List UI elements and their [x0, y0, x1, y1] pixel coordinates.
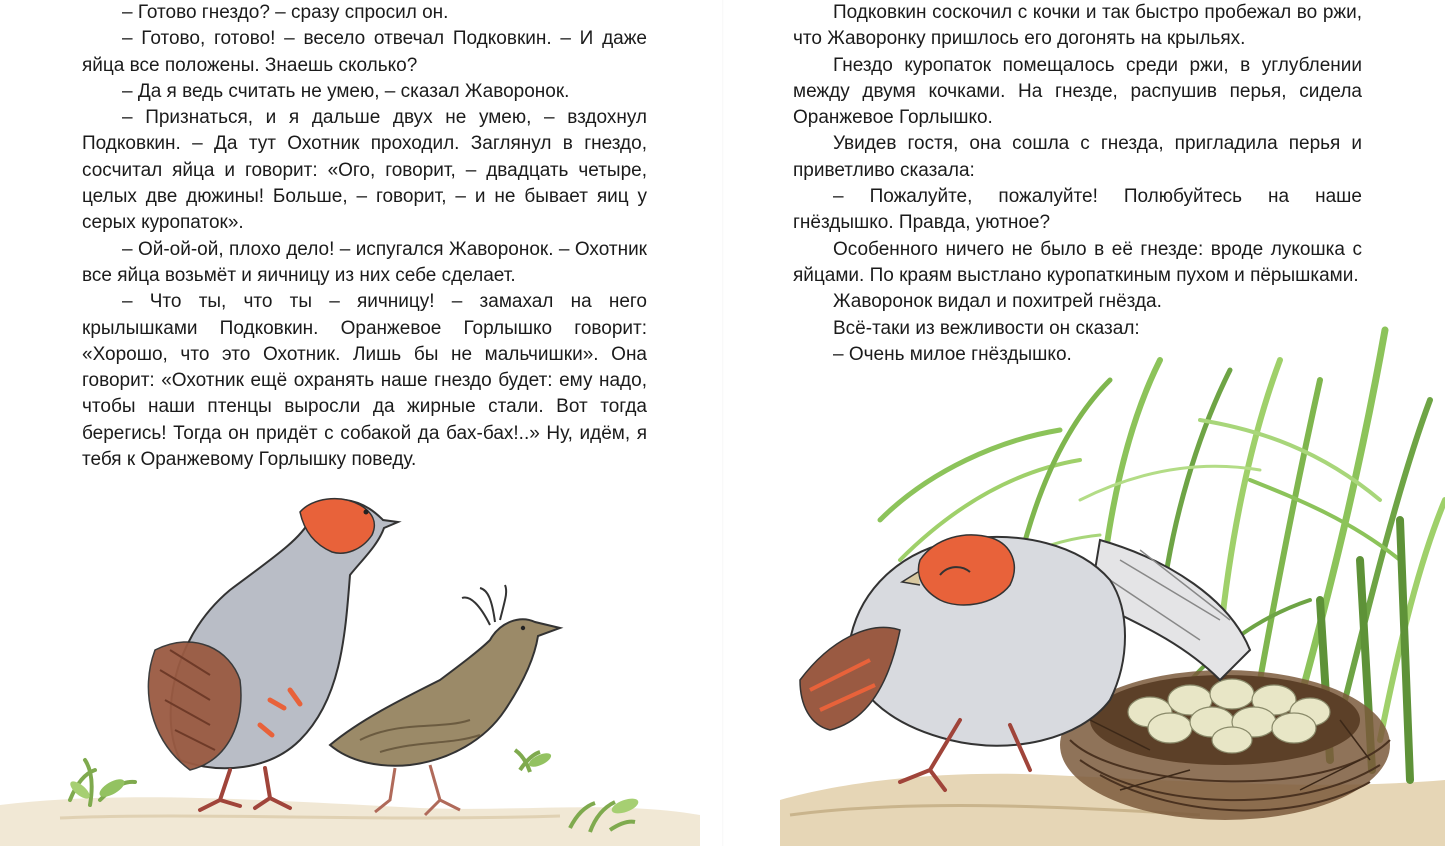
- right-page-text: [793, 0, 1362, 368]
- left-page-text: [82, 0, 647, 473]
- paragraph: – Готово, готово! – весело отвечал Подковкин. – И даже яйца все положены. Знаешь сколько?: [82, 28, 647, 76]
- paragraph: Всё-таки из вежливости он сказал:: [833, 317, 1140, 339]
- paragraph: – Пожалуйте, пожалуйте! Полюбуйтесь на наше гнёздышко. Правда, уютное?: [793, 186, 1362, 234]
- paragraph: Особенного ничего не было в её гнезде: вроде лукошка с яйцами. По краям выстлано куропаткиным пухом и пёрышками.: [793, 238, 1362, 286]
- paragraph: – Ой-ой-ой, плохо дело! – испугался Жаворонок. – Охотник все яйца возьмёт и яичницу из них себе сделает.: [82, 238, 647, 286]
- book-gutter: [722, 0, 724, 846]
- partridge-illustration: [148, 499, 398, 810]
- paragraph: – Очень милое гнёздышко.: [833, 343, 1072, 365]
- paragraph: – Признаться, и я дальше двух не умею, – вздохнул Подковкин. – Да тут Охотник проходил. Заглянул в гнездо, сосчитал яйца и говорит: «Ого, говорит, – двадцать четыре, целых две дюжины! Больше, – говорит, – и не бывает яиц у серых куропаток».: [82, 107, 647, 234]
- paragraph: Подковкин соскочил с кочки и так быстро пробежал во ржи, что Жаворонку пришлось его догонять на крыльях.: [793, 2, 1362, 50]
- paragraph: Жаворонок видал и похитрей гнёзда.: [833, 291, 1162, 313]
- lark-illustration: [330, 585, 560, 815]
- paragraph: – Да я ведь считать не умею, – сказал Жаворонок.: [122, 80, 570, 102]
- paragraph: Увидев гостя, она сошла с гнезда, пригладила перья и приветливо сказала:: [793, 133, 1362, 181]
- paragraph: – Готово гнездо? – сразу спросил он.: [122, 2, 449, 23]
- paragraph: Гнездо куропаток помещалось среди ржи, в углублении между двумя кочками. На гнезде, распушив перья, сидела Оранжевое Горлышко.: [793, 54, 1362, 129]
- paragraph: – Что ты, что ты – яичницу! – замахал на него крылышками Подковкин. Оранжевое Горлышко говорит: «Хорошо, что это Охотник. Лишь бы не мальчишки». Она говорит: «Охотник ещё охранять наше гнездо будет: ему надо, чтобы наши птенцы выросли да жирные стали. Вот тогда берегись! Тогда он придёт с собакой да бах-бах!..» Ну, идём, я тебя к Оранжевому Горлышку поведу.: [82, 291, 647, 471]
